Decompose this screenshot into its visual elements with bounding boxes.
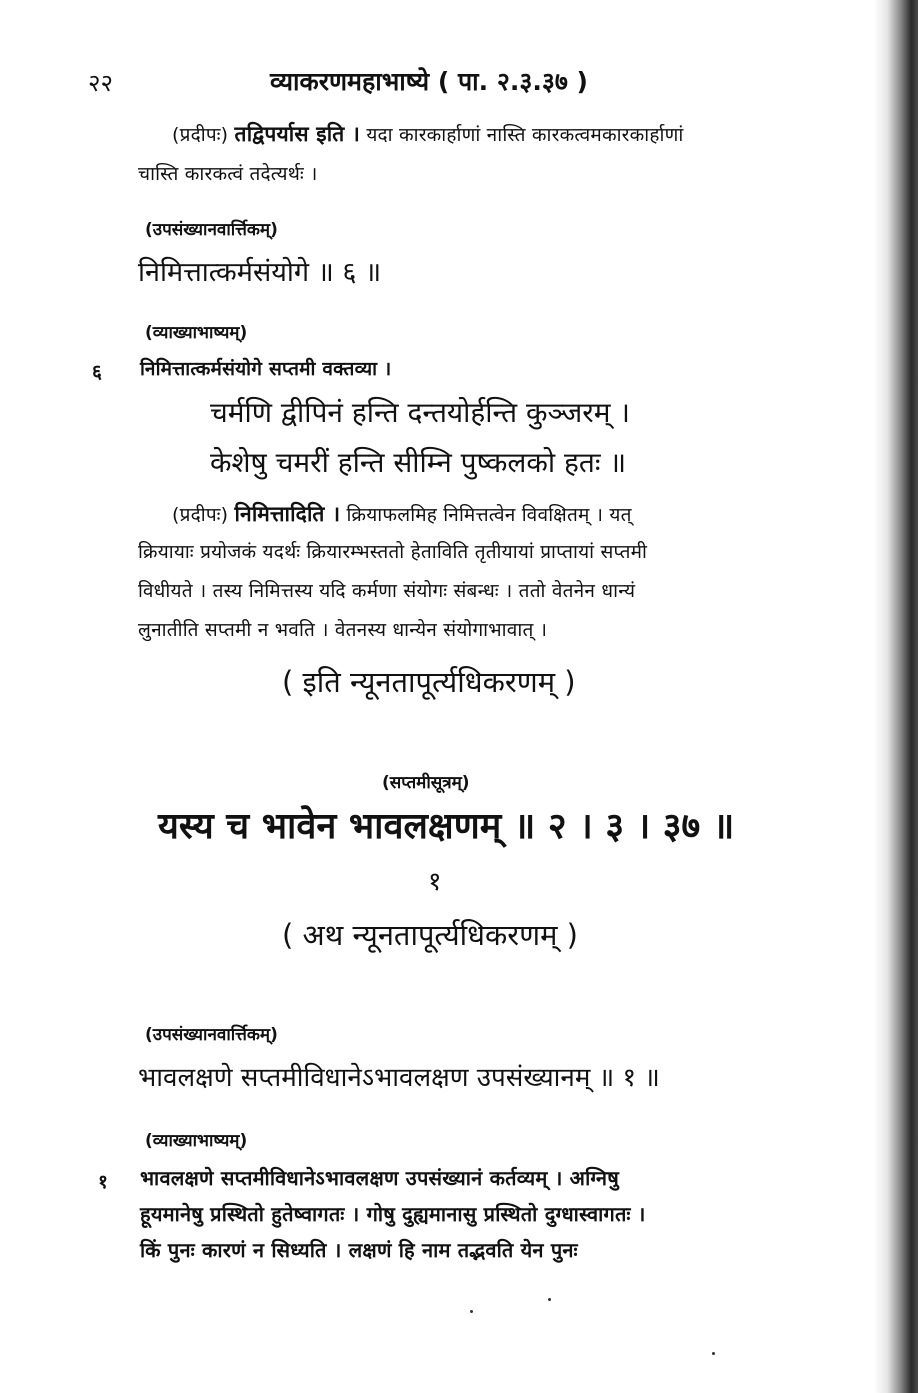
bhashya-line: किं पुनः कारणं न सिध्यति । लक्षणं हि नाम तद्भवति येन पुनः bbox=[140, 1238, 578, 1262]
scan-speck bbox=[548, 1298, 551, 1301]
pradipa-label: (प्रदीपः) bbox=[172, 504, 229, 526]
pradipa-line: चास्ति कारकत्वं तदेत्यर्थः । bbox=[138, 163, 318, 185]
sutra-heading: यस्य च भावेन भावलक्षणम् ॥ २ । ३ । ३७ ॥ bbox=[158, 806, 735, 847]
adhikarana-number: १ bbox=[428, 867, 442, 897]
pradipa-text: यदा कारकार्हाणां नास्ति कारकत्वमकारकार्हाणां bbox=[366, 124, 684, 146]
section-start-heading: ( अथ न्यूनतापूर्त्यधिकरणम् ) bbox=[282, 918, 578, 952]
pradipa-line: क्रियायाः प्रयोजकं यदर्थः क्रियारम्भस्ततो हेताविति तृतीयायां प्राप्तायां सप्तमी bbox=[138, 541, 648, 563]
vartika-line: निमित्तात्कर्मसंयोगे ॥ ६ ॥ bbox=[138, 257, 382, 288]
running-header: व्याकरणमहाभाष्ये ( पा. २.३.३७ ) bbox=[270, 67, 588, 96]
section-tag: (सप्तमीसूत्रम्) bbox=[382, 773, 470, 793]
scan-speck bbox=[712, 1352, 715, 1355]
bhashya-number: ६ bbox=[92, 361, 103, 383]
bhashya-line: हूयमानेषु प्रस्थितो हुतेष्वागतः । गोषु दुह्यमानासु प्रस्थितो दुग्धास्वागतः । bbox=[140, 1202, 646, 1226]
bhashya-line: भावलक्षणे सप्तमीविधानेऽभावलक्षण उपसंख्यानं कर्तव्यम् । अग्निषु bbox=[140, 1166, 619, 1190]
verse-line-2: केशेषु चमरीं हन्ति सीम्नि पुष्कलको हतः ॥ bbox=[210, 446, 627, 479]
verse-line-1: चर्मणि द्वीपिनं हन्ति दन्तयोर्हन्ति कुञ्जरम् । bbox=[210, 396, 631, 429]
pradipa-paragraph-1 bbox=[172, 120, 683, 148]
pradipa-line: विधीयते । तस्य निमित्तस्य यदि कर्मणा संयोगः संबन्धः । ततो वेतनेन धान्यं bbox=[138, 580, 636, 602]
section-tag: (उपसंख्यानवार्त्तिकम्) bbox=[145, 220, 278, 240]
section-tag: (व्याख्याभाष्यम्) bbox=[145, 1131, 248, 1151]
vartika-line: भावलक्षणे सप्तमीविधानेऽभावलक्षण उपसंख्यानम् ॥ १ ॥ bbox=[138, 1063, 660, 1093]
pradipa-paragraph-2 bbox=[172, 500, 632, 528]
pradipa-text: क्रियाफलमिह निमित्तत्वेन विवक्षितम् । यत् bbox=[346, 504, 632, 526]
section-tag: (व्याख्याभाष्यम्) bbox=[145, 323, 248, 343]
pradipa-label: (प्रदीपः) bbox=[172, 124, 229, 146]
bhashya-number: १ bbox=[98, 1171, 109, 1193]
section-tag: (उपसंख्यानवार्त्तिकम्) bbox=[145, 1025, 278, 1045]
section-end-heading: ( इति न्यूनतापूर्त्यधिकरणम् ) bbox=[282, 665, 576, 699]
bhashya-line: निमित्तात्कर्मसंयोगे सप्तमी वक्तव्या । bbox=[140, 358, 392, 380]
pradipa-head: तद्विपर्यास इति । bbox=[234, 122, 361, 146]
scan-speck bbox=[470, 1310, 473, 1313]
pradipa-line: लुनातीति सप्तमी न भवति । वेतनस्य धान्येन संयोगाभावात् । bbox=[138, 619, 548, 641]
book-binding-shadow bbox=[874, 0, 918, 1393]
page-number: २२ bbox=[88, 69, 113, 97]
pradipa-head: निमित्तादिति । bbox=[234, 502, 341, 526]
